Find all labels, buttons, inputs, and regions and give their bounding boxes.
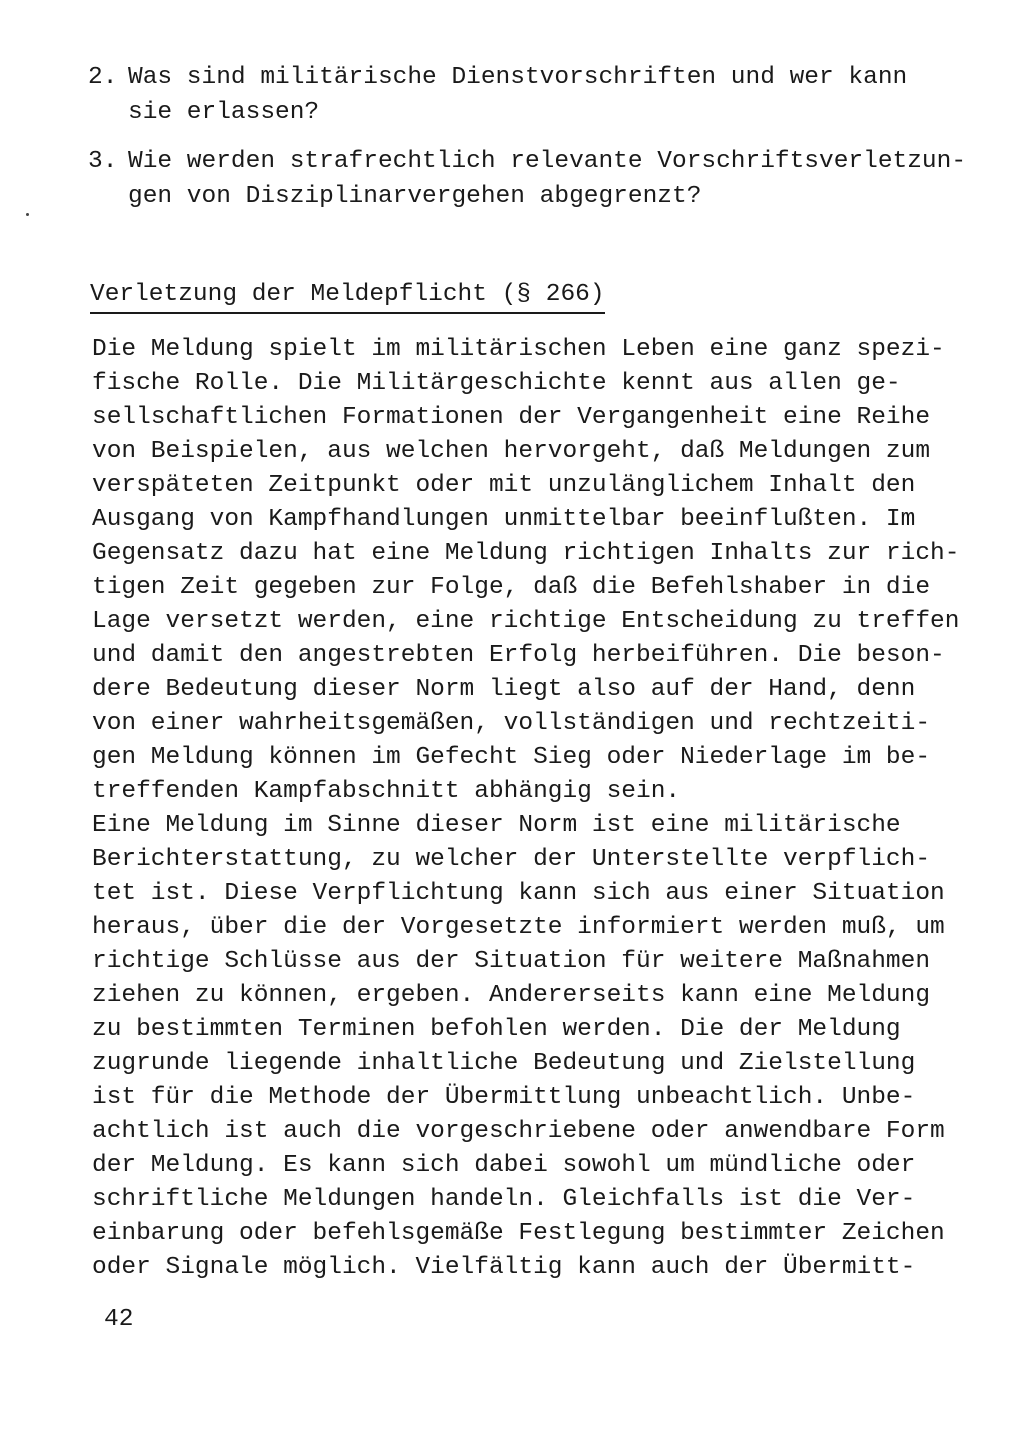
section-body — [92, 333, 960, 1285]
body-line: zugrunde liegende inhaltliche Bedeutung und Zielstellung — [92, 1050, 916, 1077]
body-line: oder Signale möglich. Vielfältig kann auch der Übermitt- — [92, 1254, 916, 1281]
body-line: richtige Schlüsse aus der Situation für weitere Maßnahmen — [92, 948, 931, 975]
body-line: ist für die Methode der Übermittlung unbeachtlich. Unbe- — [92, 1084, 916, 1111]
body-line: Gegensatz dazu hat eine Meldung richtigen Inhalts zur rich- — [92, 540, 960, 567]
page-number: 42 — [104, 1306, 134, 1333]
body-line: dere Bedeutung dieser Norm liegt also auf der Hand, denn — [92, 676, 916, 703]
body-line: sellschaftlichen Formationen der Vergangenheit eine Reihe — [92, 404, 931, 431]
body-line: Lage versetzt werden, eine richtige Entscheidung zu treffen — [92, 608, 960, 635]
body-line: fische Rolle. Die Militärgeschichte kennt aus allen ge- — [92, 370, 901, 397]
body-line: und damit den angestrebten Erfolg herbeiführen. Die beson- — [92, 642, 945, 669]
body-line: der Meldung. Es kann sich dabei sowohl um mündliche oder — [92, 1152, 916, 1179]
question-number: 3. — [88, 148, 118, 175]
body-line: gen Meldung können im Gefecht Sieg oder Niederlage im be- — [92, 744, 931, 771]
scan-speck — [26, 213, 29, 216]
body-line: treffenden Kampfabschnitt abhängig sein. — [92, 778, 681, 805]
question-line: Was sind militärische Dienstvorschriften und wer kann — [128, 64, 908, 91]
body-line: Berichterstattung, zu welcher der Unterstellte verpflich- — [92, 846, 931, 873]
body-line: von Beispielen, aus welchen hervorgeht, daß Meldungen zum — [92, 438, 931, 465]
body-line: verspäteten Zeitpunkt oder mit unzulänglichem Inhalt den — [92, 472, 916, 499]
question-line: Wie werden strafrechtlich relevante Vorschriftsverletzun- — [128, 148, 967, 175]
question-line: gen von Disziplinarvergehen abgegrenzt? — [128, 183, 702, 210]
body-line: Die Meldung spielt im militärischen Leben eine ganz spezi- — [92, 336, 945, 363]
section-heading: Verletzung der Meldepflicht (§ 266) — [90, 279, 605, 314]
question-text — [128, 144, 967, 214]
body-line: schriftliche Meldungen handeln. Gleichfalls ist die Ver- — [92, 1186, 916, 1213]
body-line: ziehen zu können, ergeben. Andererseits kann eine Meldung — [92, 982, 931, 1009]
body-line: von einer wahrheitsgemäßen, vollständigen und rechtzeiti- — [92, 710, 931, 737]
question-number: 2. — [88, 64, 118, 91]
body-line: tigen Zeit gegeben zur Folge, daß die Befehlshaber in die — [92, 574, 931, 601]
body-line: Eine Meldung im Sinne dieser Norm ist eine militärische — [92, 812, 901, 839]
question-text — [128, 60, 928, 130]
body-line: einbarung oder befehlsgemäße Festlegung bestimmter Zeichen — [92, 1220, 945, 1247]
body-line: heraus, über die der Vorgesetzte informiert werden muß, um — [92, 914, 945, 941]
body-line: Ausgang von Kampfhandlungen unmittelbar beeinflußten. Im — [92, 506, 916, 533]
question-line: sie erlassen? — [128, 99, 320, 126]
body-line: tet ist. Diese Verpflichtung kann sich aus einer Situation — [92, 880, 945, 907]
body-line: achtlich ist auch die vorgeschriebene oder anwendbare Form — [92, 1118, 945, 1145]
body-line: zu bestimmten Terminen befohlen werden. Die der Meldung — [92, 1016, 901, 1043]
